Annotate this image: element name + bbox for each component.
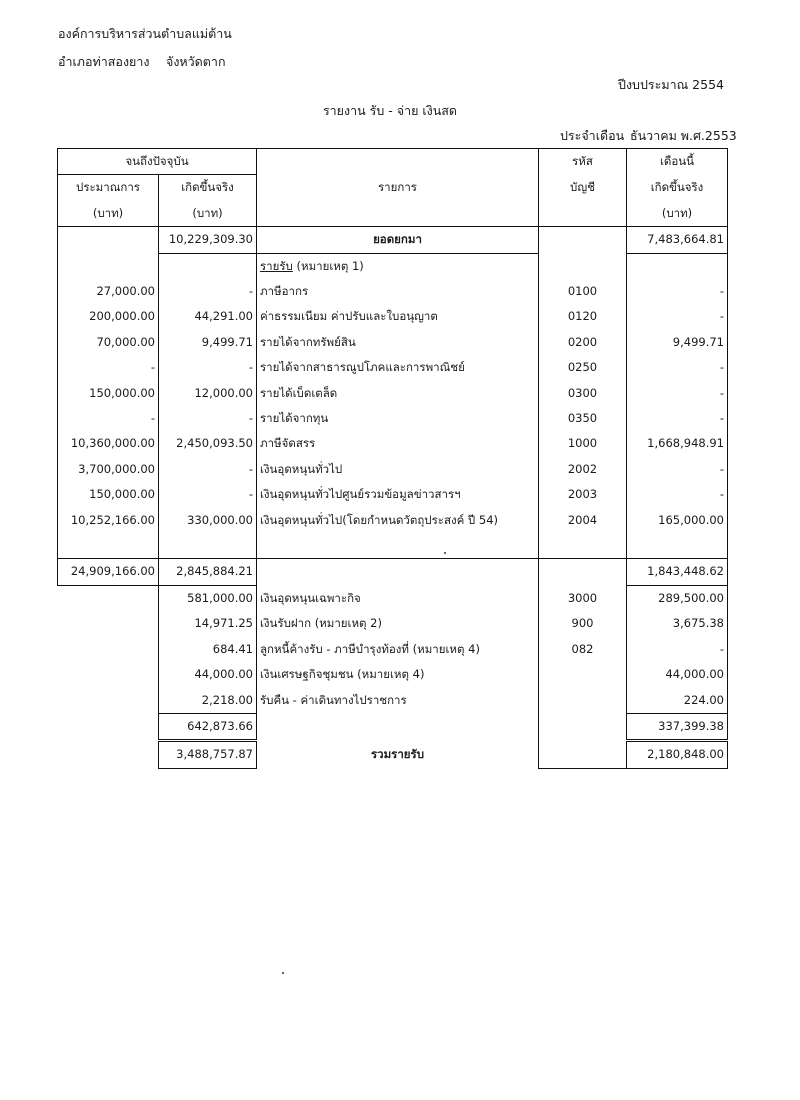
table-row: 150,000.00 - เงินอุดหนุนทั่วไปศูนย์รวมข้อมูลข่าวสารฯ 2003 - (58, 482, 728, 507)
table-row: 3,700,000.00 - เงินอุดหนุนทั่วไป 2002 - (58, 457, 728, 482)
table-row: 44,000.00 เงินเศรษฐกิจชุมชน (หมายเหตุ 4) 44,000.00 (58, 662, 728, 687)
table-row: 2,218.00 รับคืน - ค่าเดินทางไปราชการ 224.00 (58, 688, 728, 714)
table-row: 70,000.00 9,499.71 รายได้จากทรัพย์สิน 0200 9,499.71 (58, 330, 728, 355)
col-estimate-unit: (บาท) (58, 201, 159, 227)
carried-label: ยอดยกมา (257, 227, 539, 253)
carried-actual: 10,229,309.30 (159, 227, 257, 253)
subtotal1-estimate: 24,909,166.00 (58, 559, 159, 585)
table-row: 14,971.25 เงินรับฝาก (หมายเหตุ 2) 900 3,675.38 (58, 611, 728, 636)
month-value: ธันวาคม พ.ศ.2553 (630, 128, 737, 143)
table-row: - - รายได้จากสาธารณูปโภคและการพาณิชย์ 0250 - (58, 355, 728, 380)
col-this-month: เดือนนี้ (627, 149, 728, 175)
subtotal2-actual: 642,873.66 (159, 713, 257, 740)
carried-forward-row (58, 227, 728, 253)
fiscal-year: ปีงบประมาณ 2554 (618, 77, 724, 92)
total-row (58, 741, 728, 768)
org-name: องค์การบริหารส่วนตำบลแม่ต้าน (58, 26, 232, 41)
total-actual: 3,488,757.87 (159, 741, 257, 768)
income-heading-row (58, 253, 728, 279)
col-actual-unit: (บาท) (159, 201, 257, 227)
col-to-date: จนถึงปัจจุบัน (58, 149, 257, 175)
scan-speck (444, 552, 446, 554)
total-month: 2,180,848.00 (627, 741, 728, 768)
table-row: 150,000.00 12,000.00 รายได้เบ็ดเตล็ด 0300 - (58, 381, 728, 406)
table-row: - - รายได้จากทุน 0350 - (58, 406, 728, 431)
province: จังหวัดตาก (166, 54, 226, 69)
carried-month: 7,483,664.81 (627, 227, 728, 253)
header-row-2 (58, 175, 728, 201)
table-row: 27,000.00 - ภาษีอากร 0100 - (58, 279, 728, 304)
income-heading: รายรับ (หมายเหตุ 1) (257, 253, 539, 279)
district: อำเภอท่าสองยาง (58, 54, 150, 69)
col-month-actual: เกิดขึ้นจริง (627, 175, 728, 201)
subtotal-row (58, 559, 728, 585)
subtotal-row (58, 713, 728, 740)
subtotal1-actual: 2,845,884.21 (159, 559, 257, 585)
total-label: รวมรายรับ (257, 741, 539, 768)
table-row: 10,360,000.00 2,450,093.50 ภาษีจัดสรร 1000 1,668,948.91 (58, 431, 728, 456)
col-actual: เกิดขึ้นจริง (159, 175, 257, 201)
header-row-1 (58, 149, 728, 175)
table-row: 200,000.00 44,291.00 ค่าธรรมเนียม ค่าปรับและใบอนุญาต 0120 - (58, 304, 728, 329)
table-row: 684.41 ลูกหนี้ค้างรับ - ภาษีบำรุงท้องที่ (หมายเหตุ 4) 082 - (58, 637, 728, 662)
col-item: รายการ (257, 175, 539, 201)
scan-speck (282, 972, 284, 974)
col-estimate: ประมาณการ (58, 175, 159, 201)
table-row: 10,252,166.00 330,000.00 เงินอุดหนุนทั่วไป(โดยกำหนดวัตถุประสงค์ ปี 54) 2004 165,000.00 (58, 508, 728, 533)
cash-report-table (57, 148, 728, 769)
header-row-3 (58, 201, 728, 227)
month-label: ประจำเดือน (560, 128, 625, 143)
spacer-row (58, 533, 728, 559)
table-row: 581,000.00 เงินอุดหนุนเฉพาะกิจ 3000 289,500.00 (58, 585, 728, 611)
col-code-line1: รหัส (539, 149, 627, 175)
col-month-unit: (บาท) (627, 201, 728, 227)
report-title: รายงาน รับ - จ่าย เงินสด (322, 103, 458, 118)
subtotal2-month: 337,399.38 (627, 713, 728, 740)
subtotal1-month: 1,843,448.62 (627, 559, 728, 585)
col-code-line2: บัญชี (539, 175, 627, 201)
